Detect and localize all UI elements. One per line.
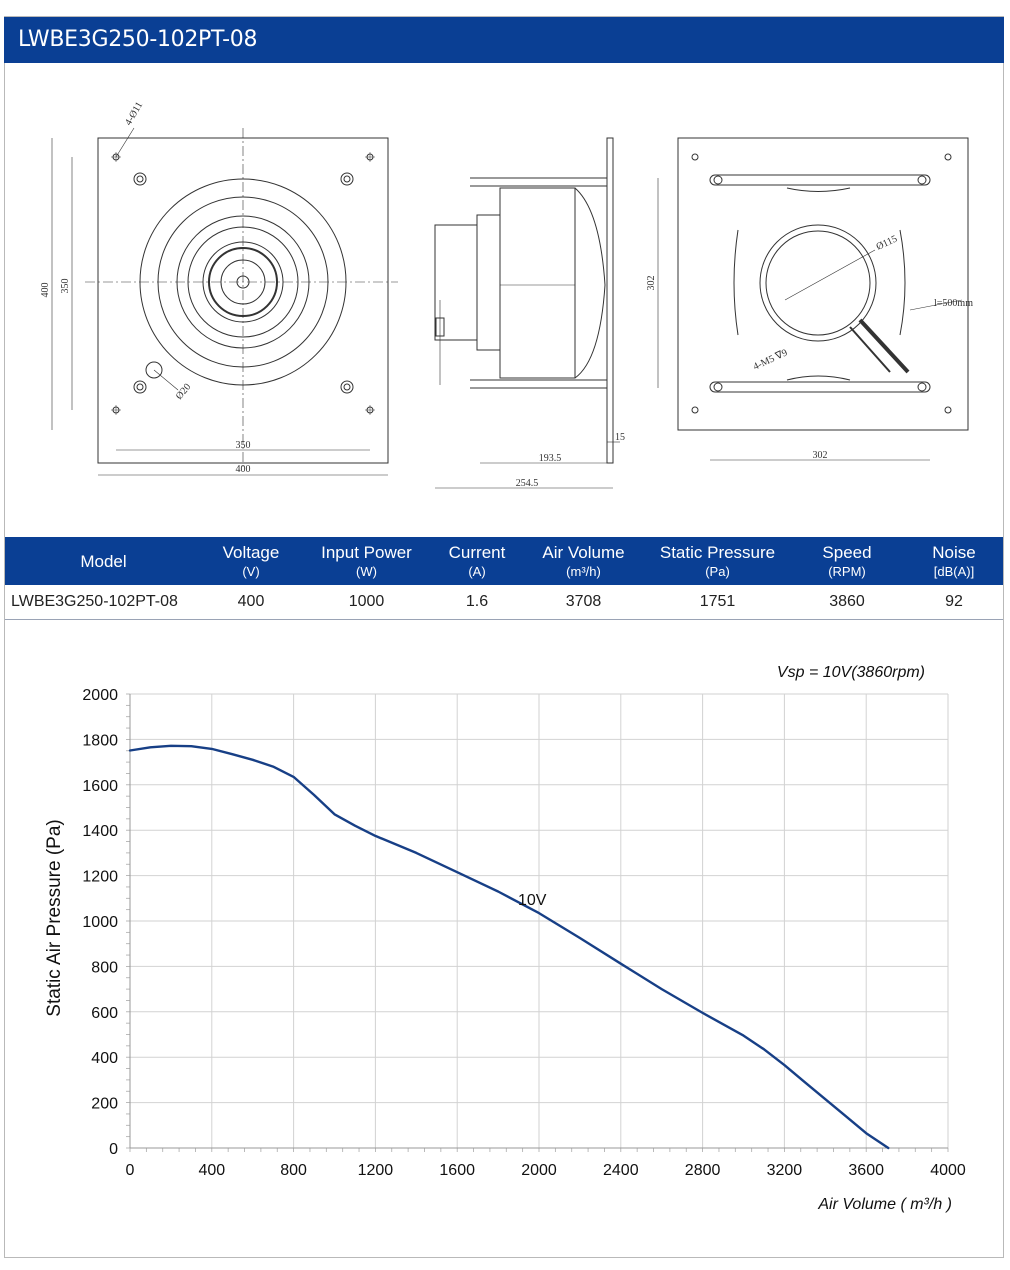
- header-current: Current (A): [433, 537, 521, 585]
- cell-speed: 3860: [789, 585, 905, 620]
- front-view-drawing: [52, 128, 398, 475]
- page-title: LWBE3G250-102PT-08: [4, 17, 1004, 63]
- x-tick-label: 1600: [439, 1162, 475, 1179]
- cell-voltage: 400: [202, 585, 300, 620]
- y-tick-label: 400: [91, 1050, 118, 1068]
- rear-dim-302-vertical: 302: [646, 275, 657, 291]
- rear-cable-length: l=500mm: [934, 298, 973, 309]
- y-tick-label: 0: [109, 1141, 118, 1158]
- header-noise: Noise [dB(A)]: [905, 537, 1003, 585]
- x-tick-label: 3200: [766, 1162, 803, 1179]
- y-tick-label: 1400: [82, 823, 118, 841]
- header-voltage: Voltage (V): [202, 537, 300, 585]
- header-speed: Speed (RPM): [789, 537, 905, 585]
- front-dim-d20: Ø20: [173, 381, 194, 402]
- cell-input-power: 1000: [300, 585, 433, 620]
- x-tick-label: 2400: [603, 1162, 639, 1179]
- y-axis-label: Static Air Pressure (Pa): [44, 819, 65, 1017]
- x-tick-label: 1200: [357, 1162, 394, 1179]
- x-tick-label: 4000: [930, 1162, 966, 1179]
- x-tick-label: 2000: [521, 1162, 557, 1179]
- front-dim-350-horizontal: 350: [235, 440, 251, 451]
- technical-drawings: [30, 100, 980, 500]
- cell-static-pressure: 1751: [646, 585, 789, 620]
- series-line-10v: [130, 746, 888, 1148]
- cell-air-volume: 3708: [521, 585, 646, 620]
- x-tick-label: 800: [280, 1162, 307, 1179]
- y-tick-label: 1000: [82, 914, 118, 931]
- x-tick-label: 2800: [684, 1162, 721, 1179]
- y-tick-label: 1600: [82, 777, 118, 795]
- cell-current: 1.6: [433, 585, 521, 620]
- x-tick-label: 400: [198, 1162, 226, 1179]
- table-row: [5, 585, 1003, 620]
- front-dim-350-vertical: 350: [60, 278, 71, 294]
- y-tick-label: 1800: [82, 732, 118, 750]
- y-tick-label: 800: [91, 959, 118, 977]
- side-dim-254: 254.5: [515, 478, 539, 489]
- cell-noise: 92: [905, 585, 1003, 620]
- rear-dim-d115: Ø115: [874, 233, 900, 253]
- x-tick-label: 3600: [848, 1162, 884, 1179]
- header-input-power: Input Power (W): [300, 537, 433, 585]
- front-hole-note: 4-Ø11: [123, 100, 146, 128]
- performance-chart: [0, 640, 1010, 1240]
- front-dim-400-horizontal: 400: [235, 464, 251, 475]
- y-tick-label: 600: [91, 1004, 118, 1022]
- rear-view-drawing: [658, 138, 968, 460]
- cell-model: LWBE3G250-102PT-08: [5, 585, 202, 620]
- rear-screw-note: 4-M5 ∇9: [751, 347, 790, 373]
- y-tick-label: 200: [91, 1095, 118, 1113]
- header-model: Model: [5, 537, 202, 585]
- front-dim-400-vertical: 400: [40, 282, 51, 298]
- spec-table-header-row: [5, 537, 1003, 585]
- speed-annotation: Vsp = 10V(3860rpm): [776, 664, 925, 681]
- side-dim-193: 193.5: [538, 453, 562, 464]
- side-view-drawing: [435, 138, 620, 488]
- spec-table: [5, 537, 1003, 620]
- major-grid: [130, 694, 948, 1148]
- header-static-pressure: Static Pressure (Pa): [646, 537, 789, 585]
- x-axis-label: Air Volume ( m³/h ): [818, 1196, 952, 1213]
- x-tick-label: 0: [125, 1162, 135, 1179]
- y-tick-label: 1200: [82, 868, 118, 886]
- y-tick-label: 2000: [82, 687, 118, 704]
- rear-dim-302-horizontal: 302: [812, 450, 828, 461]
- header-air-volume: Air Volume (m³/h): [521, 537, 646, 585]
- side-dim-15: 15: [615, 432, 625, 443]
- series-label-10v: 10V: [518, 892, 547, 909]
